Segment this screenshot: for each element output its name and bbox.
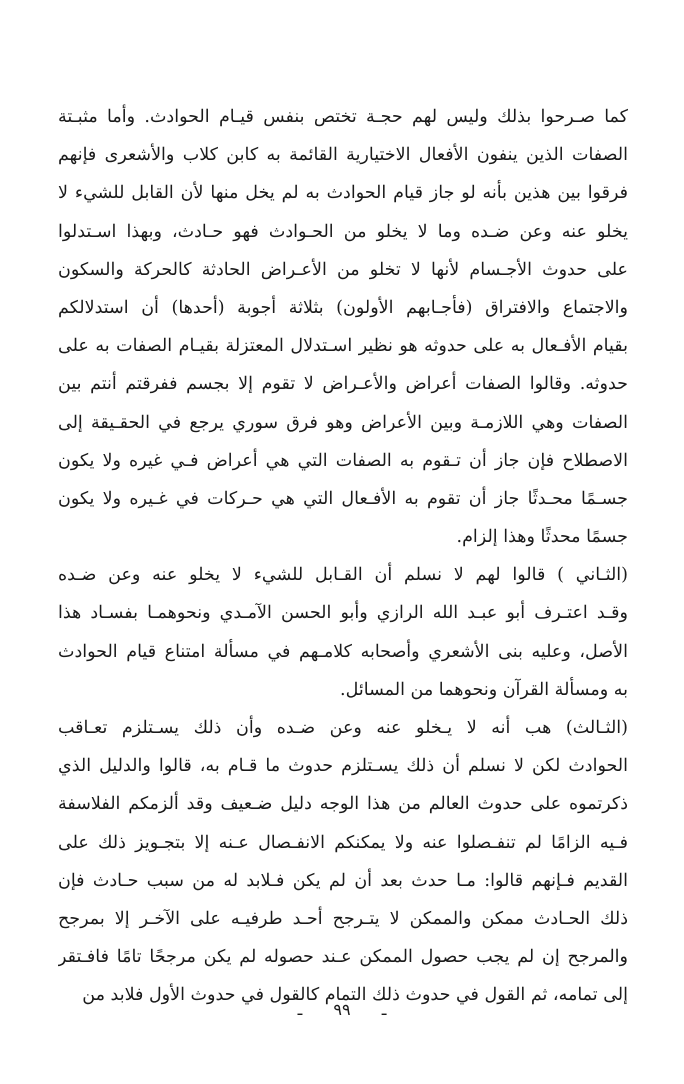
- page-footer: [0, 1000, 684, 1019]
- text-line: (الثـالث) هب أنه لا يـخلو عنه وعن ضـده وأن ذلك يسـتلزم تعـاقب: [58, 718, 628, 738]
- text-line: الاصطلاح فإن جاز أن تـقوم به الصفات التي هي أعراض فـي غيره ولا يكون: [58, 450, 628, 471]
- text-line: جسـمًا محـدثًا جاز أن تقوم به الأفـعال التي هي حـركات في غـيره ولا يكون: [58, 488, 628, 509]
- text-line: جسمًا محدثًا وهذا إلزام.: [456, 527, 628, 548]
- page-number: ٩٩: [333, 1000, 351, 1019]
- text-line: فرقوا بين هذين بأنه لو جاز قيام الحوادث به لم يخل منها لأن القابل للشيء لا: [58, 183, 628, 204]
- text-line: على حدوث الأجـسام لأنها لا تخلو من الأعـراض الحادثة كالحركة والسكون: [58, 259, 628, 280]
- text-line: الحوادث لكن لا نسلم أن ذلك يسـتلزم حدوث ما قـام به، قالوا والدليل الذي: [58, 756, 628, 777]
- text-line: به ومسألة القرآن ونحوهما من المسائل.: [340, 679, 628, 700]
- text-line: ذلك الحـادث ممكن والممكن لا يتـرجح أحـد طرفيـه على الآخـر إلا بمرجح: [58, 908, 628, 929]
- text-line: فـيه الزامًا لم تنفـصلوا عنه ولا يمكنكم الانفـصال عـنه إلا بتجـويز ذلك على: [58, 832, 628, 853]
- text-line: (الثـاني ) قالوا لهم لا نسلم أن القـابل للشيء لا يخلو عنه وعن ضـده: [58, 565, 628, 586]
- text-line: القديم فـإنهم قالوا: مـا حدث بعد أن لم يكن فـلابد له من سبب حـادث فإن: [58, 870, 628, 891]
- text-line: ذكرتموه على حدوث العالم من هذا الوجه دليل ضـعيف وقد ألزمكم الفلاسفة: [58, 794, 628, 815]
- text-line: بقيام الأفـعال به على حدوثه هو نظير اسـتدلال المعتزلة بقيـام الصفات به على: [58, 336, 628, 357]
- text-line: والمرجح إن لم يجب حصول الممكن عـند حصوله لم يكن مرجحًا تامًا فافـتقر: [58, 947, 628, 968]
- text-line: كما صـرحوا بذلك وليس لهم حجـة تختص بنفس قيـام الحوادث. وأما مثبـتة: [58, 107, 628, 127]
- text-line: إلى تمامه، ثم القول في حدوث ذلك التمام كالقول في حدوث الأول فلابد من: [82, 985, 628, 1006]
- footer-dash-left: ـ: [297, 1000, 303, 1019]
- text-line: والاجتماع والافتراق (فأجـابهم الأولون) بثلاثة أجوبة (أحدها) أن استدلالكم: [58, 297, 628, 318]
- text-line: الصفات الذين ينفون الأفعال الاختيارية القائمة به كابن كلاب والأشعرى فإنهم: [58, 145, 628, 166]
- text-line: الصفات وهي اللازمـة وبين الأعراض وهو فرق سوري يرجع في الحقـيقة إلى: [58, 412, 628, 433]
- footer-dash-right: ـ: [381, 1000, 387, 1019]
- text-line: الأصل، وعليه بنى الأشعري وأصحابه كلامـهم في مسألة امتناع قيام الحوادث: [58, 641, 628, 662]
- text-line: وقـد اعتـرف أبو عبـد الله الرازي وأبو الحسن الآمـدي ونحوهمـا بفسـاد هذا: [58, 603, 628, 624]
- text-line: يخلو عنه وعن ضـده وما لا يخلو من الحـوادث فهو حـادث، وبهذا اسـتدلوا: [58, 221, 628, 242]
- text-line: حدوثه. وقالوا الصفات أعراض والأعـراض لا تقوم إلا بجسم ففرقتم أنتم بين: [58, 374, 628, 395]
- body-text: [58, 98, 628, 1015]
